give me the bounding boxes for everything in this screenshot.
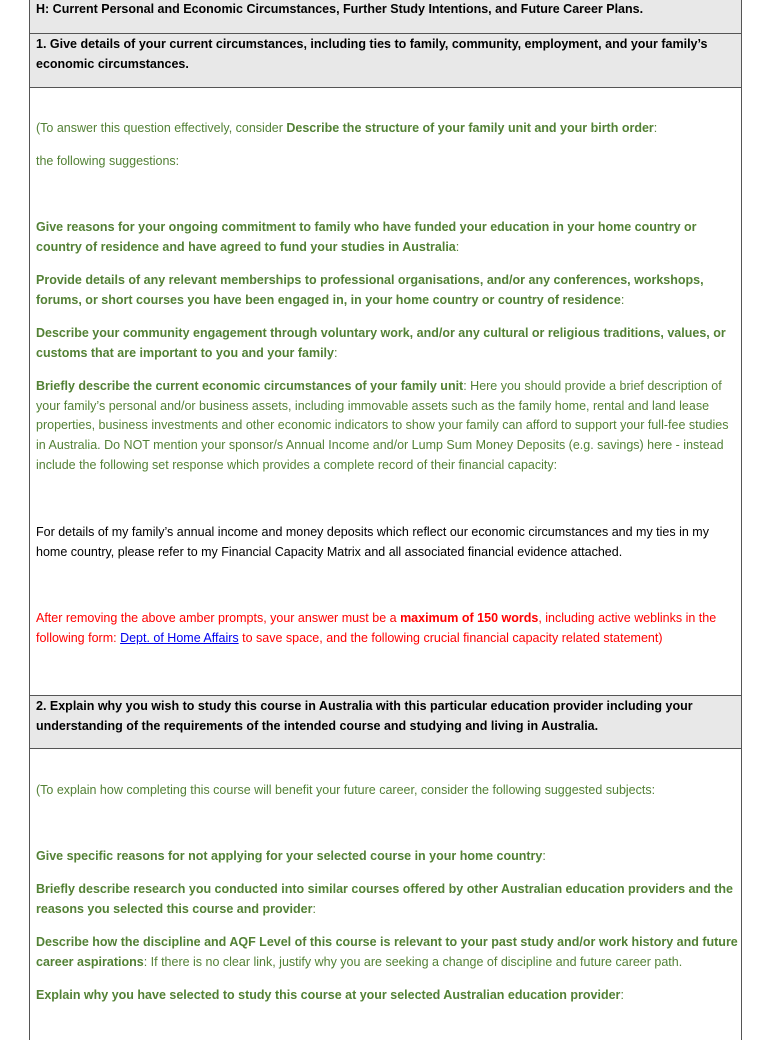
q1-item-community: Describe your community engagement through voluntary work, and/or any cultural or religious traditions, values, or customs that are important to you and your family: (36, 326, 726, 360)
q2-intro: (To explain how completing this course will benefit your future career, consider the following suggested subjects: (36, 783, 656, 797)
q2-item-provider: Explain why you have selected to study this course at your selected Australian education provider: (36, 988, 624, 1002)
q2-item-home-country: Give specific reasons for not applying for your selected course in your home country: (36, 849, 546, 863)
q1-item-memberships: Provide details of any relevant memberships to professional organisations, and/or any conferences, workshops, forums, or short courses you have been engaged in, in your home country or country of residence: (36, 273, 704, 307)
q1-item-economic: Briefly describe the current economic circumstances of your family unit: Here you should provide a brief description of your family’s personal and/or business assets, including immovable assets such as the family home, rental and land lease properties, business investments and other economic indicators to show your family can afford to support your full-fee studies in Australia. Do NOT mention your sponsor/s Annual Income and/or Lump Sum Money Deposits (e.g. savings) here - instead include the following set response which provides a complete record of their financial capacity: (36, 379, 729, 472)
q1-intro-suggestions: the following suggestions: (36, 154, 180, 168)
section-h-title: H: Current Personal and Economic Circumstances, Further Study Intentions, and Future Career Plans. (36, 2, 644, 16)
home-affairs-link[interactable]: Dept. of Home Affairs (120, 630, 239, 645)
q1-set-response: For details of my family’s annual income and money deposits which reflect our economic circumstances and my ties in my home country, please refer to my Financial Capacity Matrix and all associated financial evidence attached. (36, 525, 709, 559)
question-1-text: 1. Give details of your current circumstances, including ties to family, community, employment, and your family’s economic circumstances. (36, 37, 708, 71)
section-h-header (30, 0, 741, 34)
q2-item-research: Briefly describe research you conducted into similar courses offered by other Australian education providers and the reasons you selected this course and provider: (36, 882, 733, 916)
form-table (29, 0, 742, 1040)
q1-word-limit-warning: After removing the above amber prompts, your answer must be a maximum of 150 words, including active weblinks in the following form: Dept. of Home Affairs to save space, and the following crucial financial capacity related statement) (36, 611, 717, 645)
q1-item-family-commitment: Give reasons for your ongoing commitment to family who have funded your education in your home country or country of residence and have agreed to fund your studies in Australia: (36, 220, 697, 254)
question-1-header (30, 33, 741, 88)
question-2-text: 2. Explain why you wish to study this course in Australia with this particular education provider including your understanding of the requirements of the intended course and studying and living in Australia. (36, 699, 693, 733)
question-2-header (30, 695, 741, 749)
q2-item-aqf-level: Describe how the discipline and AQF Level of this course is relevant to your past study and/or work history and future career aspirations: If there is no clear link, justify why you are seeking a change of discipline and future career path. (36, 935, 738, 969)
q1-intro: (To answer this question effectively, consider Describe the structure of your family unit and your birth order: (36, 121, 658, 135)
